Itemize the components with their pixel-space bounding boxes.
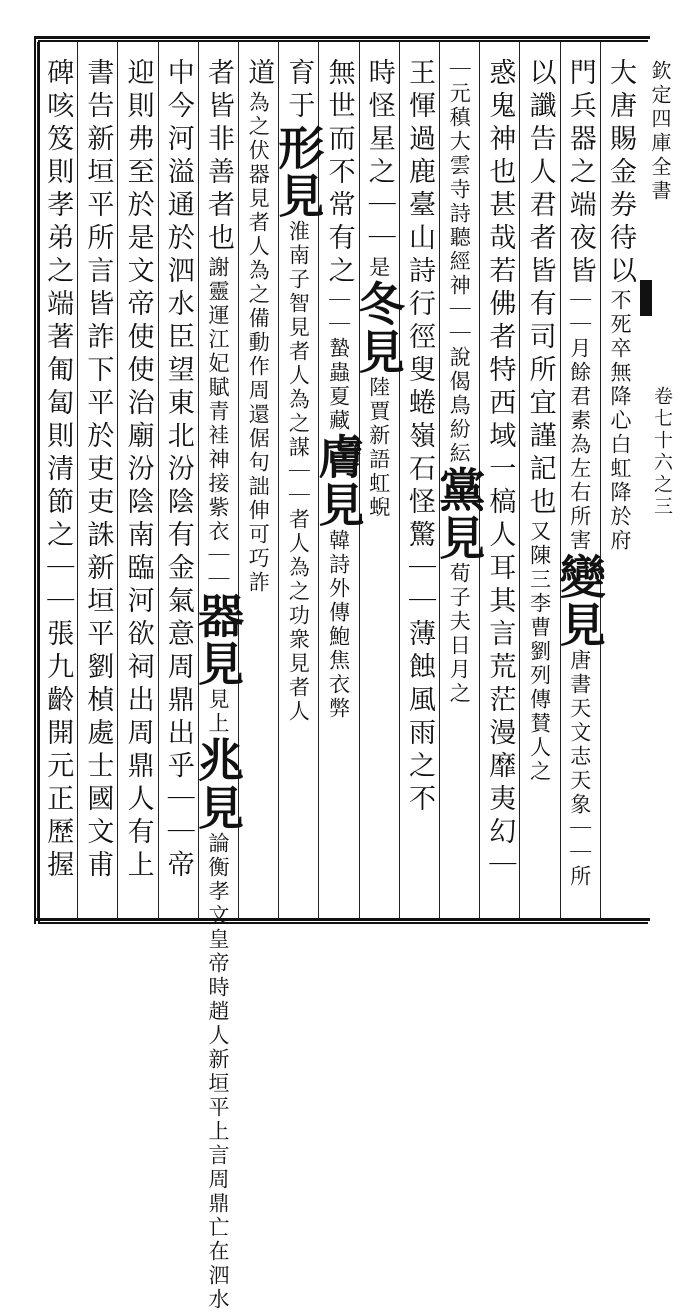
text-column [432, 58, 487, 910]
annotation-text: 是 [366, 256, 391, 280]
main-text: 中今河溢通於泗水臣望東北汾陰有金氣意周鼎出乎｜｜帝 [162, 58, 194, 883]
text-column [118, 58, 156, 910]
main-text: 薄蝕風雨之不 [403, 619, 435, 817]
annotation-text: 見上 [205, 688, 230, 736]
text-column [552, 58, 607, 910]
main-text: 碑咳笈則孝弟之端著匍匐則清節之｜｜張九齡開元正歷握 [42, 58, 74, 883]
main-text: 時怪星之｜｜ [363, 58, 395, 256]
annotation-text: ｜｜蟄蟲夏藏 [326, 289, 351, 433]
entry-headword: 黨見 [432, 466, 487, 562]
text-column [271, 58, 326, 910]
text-column [38, 58, 76, 910]
frame-left-border [34, 36, 36, 924]
main-text: 王惲過鹿臺山詩行徑叟蜷嶺石怪驚｜｜ [403, 58, 435, 619]
annotation-text: ｜｜月餘君素為左右所害 [567, 289, 592, 553]
text-column [190, 58, 245, 1312]
annotation-text: ｜元稹大雲寺詩聽經神｜｜說偈鳥紛紜 [447, 58, 472, 466]
running-title: 欽定四庫全書 [648, 60, 672, 204]
entry-headword: 膚見 [311, 433, 366, 529]
entry-headword: 兆見 [190, 736, 245, 832]
text-column [601, 58, 639, 910]
annotation-text: 為之伏器見者人為之備動作周還倨句詘伸可巧詐 [246, 91, 271, 595]
entry-headword: 器見 [190, 592, 245, 688]
annotation-text: 韓詩外傳鮑焦衣弊 [326, 529, 351, 721]
fishtail-mark [640, 280, 652, 316]
entry-headword: 冬見 [351, 280, 406, 376]
text-column [520, 58, 558, 910]
annotation-text: 陸賈新語虹蜺 [366, 376, 391, 520]
main-text: 以讖告人君者皆有司所宜謹記也 [524, 58, 556, 520]
text-column [400, 58, 438, 910]
entry-headword: 變見 [552, 553, 607, 649]
frame-top-border [34, 36, 650, 39]
main-text: 門兵器之端夜皆 [564, 58, 596, 289]
main-text: 書告新垣平所言皆詐下平於吏吏誅新垣平劉楨處士國文甫 [82, 58, 114, 883]
entry-headword: 形見 [271, 124, 326, 220]
text-column [159, 58, 197, 910]
annotation-text: 論衡孝文皇帝時趙人新垣平上言周鼎亡在泗水 [205, 832, 230, 1312]
main-text: 惑鬼神也甚哉若佛者特西域一槁人耳其言荒茫漫靡夷幻｜ [484, 58, 516, 883]
main-text: 無世而不常有之 [323, 58, 355, 289]
annotation-text: 荀子夫日月之 [447, 562, 472, 706]
annotation-text: 唐書天文志天象｜｜所 [567, 649, 592, 889]
annotation-text: 謝靈運江妃賦青袿神接紫衣｜｜ [205, 256, 230, 592]
main-text: 大唐賜金券待以 [604, 58, 636, 289]
annotation-text: 不死卒無降心白虹降於府 [607, 289, 632, 553]
main-text: 迎則弗至於是文帝使使治廟汾陰南臨河欲祠出周鼎人有上 [122, 58, 154, 883]
main-text: 者皆非善者也 [202, 58, 234, 256]
annotation-text: 淮南子智見者人為之謀｜｜者人為之功衆見者人 [286, 220, 311, 724]
volume-label: 卷七十六之三 [651, 386, 673, 518]
main-text: 育于 [283, 58, 315, 124]
main-text: 道 [243, 58, 275, 91]
annotation-text: 又陳三李曹劉列傳賛人之 [527, 520, 552, 784]
text-column [78, 58, 116, 910]
